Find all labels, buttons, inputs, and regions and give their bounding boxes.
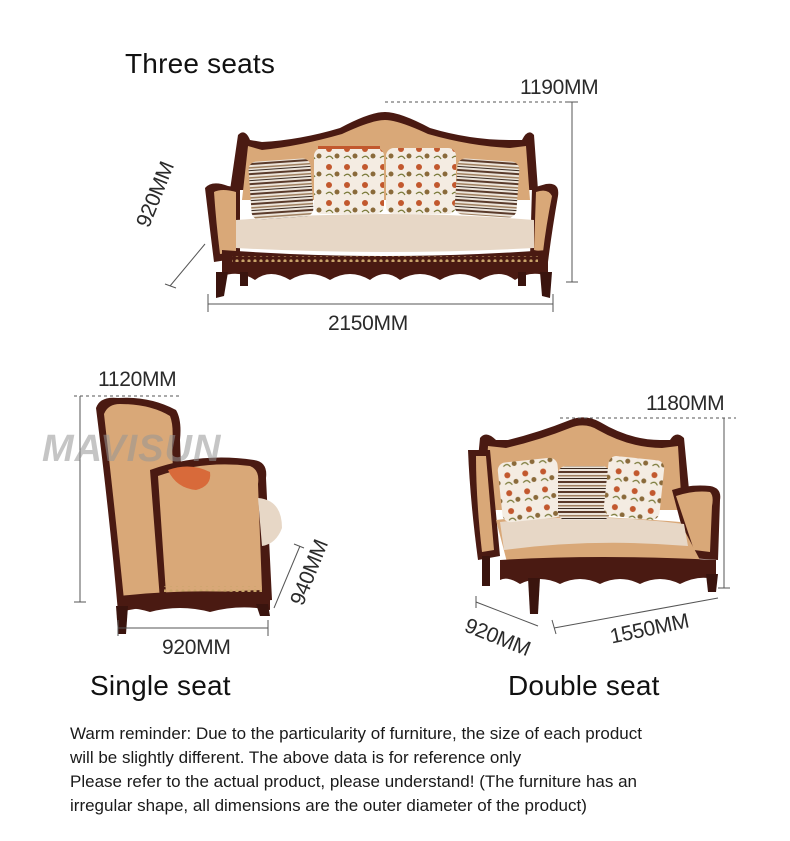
double-seat-title: Double seat <box>508 670 660 701</box>
single-seat-height-label: 1120MM <box>98 368 177 391</box>
single-seat-arm-leather <box>158 464 262 594</box>
three-seat-apron <box>222 250 548 280</box>
three-seats-height-label: 1190MM <box>520 76 599 99</box>
single-seat-width-label: 920MM <box>162 636 231 659</box>
reminder-line-2: will be slightly different. The above data is for reference only <box>70 748 522 767</box>
double-seat-pillow-striped <box>558 466 610 520</box>
double-seat-depth-label: 920MM <box>461 614 534 661</box>
warm-reminder-text <box>70 722 790 818</box>
double-seat-height-label: 1180MM <box>646 392 725 415</box>
three-seat-pillow-floral-2 <box>386 148 456 214</box>
reminder-line-4: irregular shape, all dimensions are the outer diameter of the product) <box>70 796 587 815</box>
three-seat-pillow-floral-1 <box>314 148 384 214</box>
single-seat-depth-label: 940MM <box>286 536 333 609</box>
single-seat-cushion <box>258 498 282 546</box>
reminder-line-3: Please refer to the actual product, please understand! (The furniture has an <box>70 772 638 791</box>
three-seats-depth-label: 920MM <box>132 158 179 231</box>
brand-watermark: MAVISUN <box>42 428 222 470</box>
double-seat-pillow-floral-left <box>497 457 563 523</box>
three-seat-sofa <box>205 112 558 298</box>
three-seat-pillow-striped-right <box>454 158 520 218</box>
three-seat-leg-left <box>216 272 228 298</box>
single-seat-apron <box>120 591 270 612</box>
three-seat-cushion <box>236 214 534 252</box>
single-seat-title: Single seat <box>90 670 231 701</box>
three-seat-pillow-striped-left <box>248 158 314 220</box>
reminder-line-1: Warm reminder: Due to the particularity of furniture, the size of each product <box>70 724 642 743</box>
three-seat-leg-right <box>540 272 552 298</box>
double-seat-leg-front-left <box>528 578 540 614</box>
double-seat-sofa <box>468 417 720 614</box>
three-seats-title: Three seats <box>125 48 276 79</box>
double-seat-leg-front-right <box>706 574 718 592</box>
three-seats-width-label: 2150MM <box>328 312 408 335</box>
double-seat-width-label: 1550MM <box>608 609 691 649</box>
double-seat-pillow-floral-right <box>603 455 665 521</box>
single-seat-leg-back <box>256 604 270 616</box>
